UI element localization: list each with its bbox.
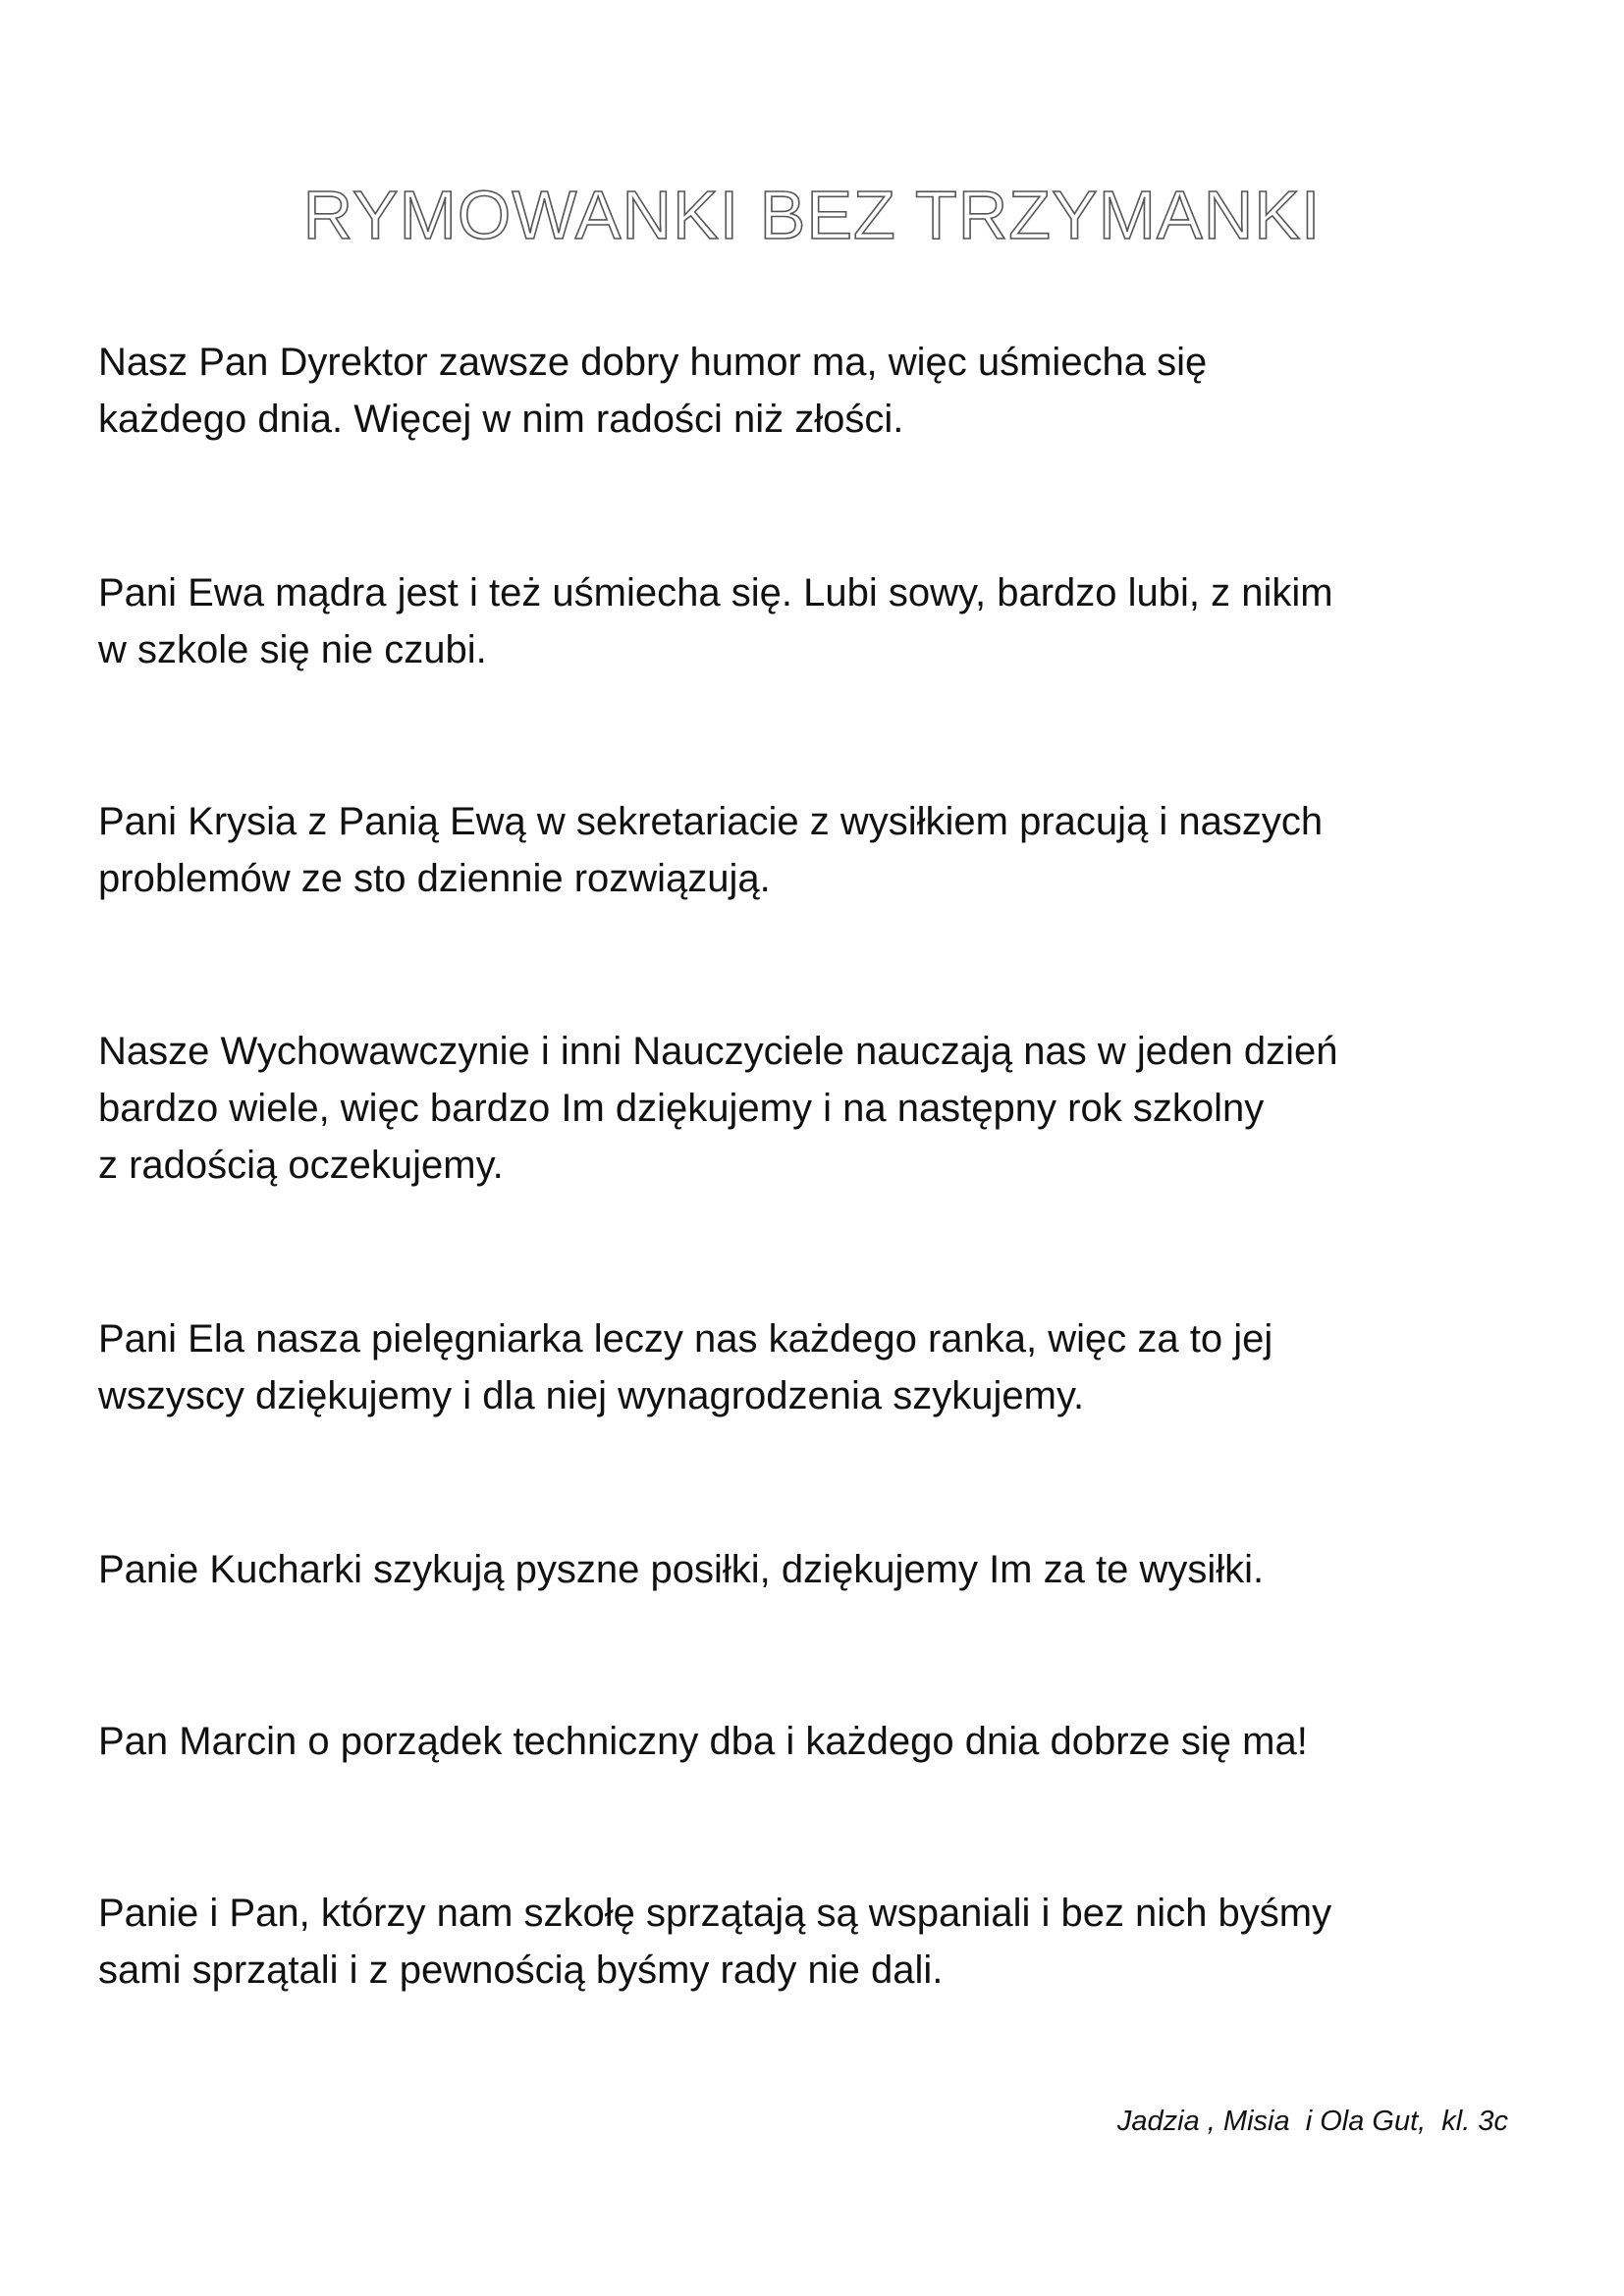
author-signature: Jadzia , Misia i Ola Gut, kl. 3c bbox=[1116, 2106, 1508, 2137]
verse-line: bardzo wiele, więc bardzo Im dziękujemy i na następny rok szkolny bbox=[98, 1087, 1265, 1130]
verse-line: z radością oczekujemy. bbox=[98, 1144, 504, 1187]
verse-line: Panie i Pan, którzy nam szkołę sprzątają są wspaniali i bez nich byśmy bbox=[98, 1892, 1332, 1935]
verse-teachers bbox=[98, 1023, 1532, 1194]
verse-director bbox=[98, 334, 1532, 448]
verse-line: sami sprzątali i z pewnością byśmy rady nie dali. bbox=[98, 1949, 944, 1992]
verse-line: Pani Ela nasza pielęgniarka leczy nas każdego ranka, więc za to jej bbox=[98, 1317, 1273, 1361]
verse-line: Panie Kucharki szykują pyszne posiłki, dziękujemy Im za te wysiłki. bbox=[98, 1548, 1265, 1591]
verse-line: każdego dnia. Więcej w nim radości niż złości. bbox=[98, 398, 904, 441]
verse-line: wszyscy dziękujemy i dla niej wynagrodzenia szykujemy. bbox=[98, 1374, 1085, 1417]
verse-pani-ewa bbox=[98, 564, 1532, 678]
verse-technician bbox=[98, 1713, 1532, 1770]
verse-nurse bbox=[98, 1310, 1532, 1424]
verse-line: w szkole się nie czubi. bbox=[98, 628, 487, 671]
verse-line: Nasz Pan Dyrektor zawsze dobry humor ma, więc uśmiecha się bbox=[98, 341, 1208, 384]
verse-line: Pan Marcin o porządek techniczny dba i każdego dnia dobrze się ma! bbox=[98, 1720, 1308, 1763]
verse-line: Nasze Wychowawczynie i inni Nauczyciele nauczają nas w jeden dzień bbox=[98, 1030, 1338, 1073]
verse-cooks bbox=[98, 1541, 1532, 1598]
page-title: RYMOWANKI BEZ TRZYMANKI bbox=[302, 176, 1322, 253]
verse-line: Pani Krysia z Panią Ewą w sekretariacie z wysiłkiem pracują i naszych bbox=[98, 800, 1324, 843]
verse-line: problemów ze sto dziennie rozwiązują. bbox=[98, 857, 771, 900]
verse-line: Pani Ewa mądra jest i też uśmiecha się. Lubi sowy, bardzo lubi, z nikim bbox=[98, 571, 1333, 614]
verse-cleaners bbox=[98, 1885, 1532, 1999]
verse-secretariat bbox=[98, 793, 1532, 907]
